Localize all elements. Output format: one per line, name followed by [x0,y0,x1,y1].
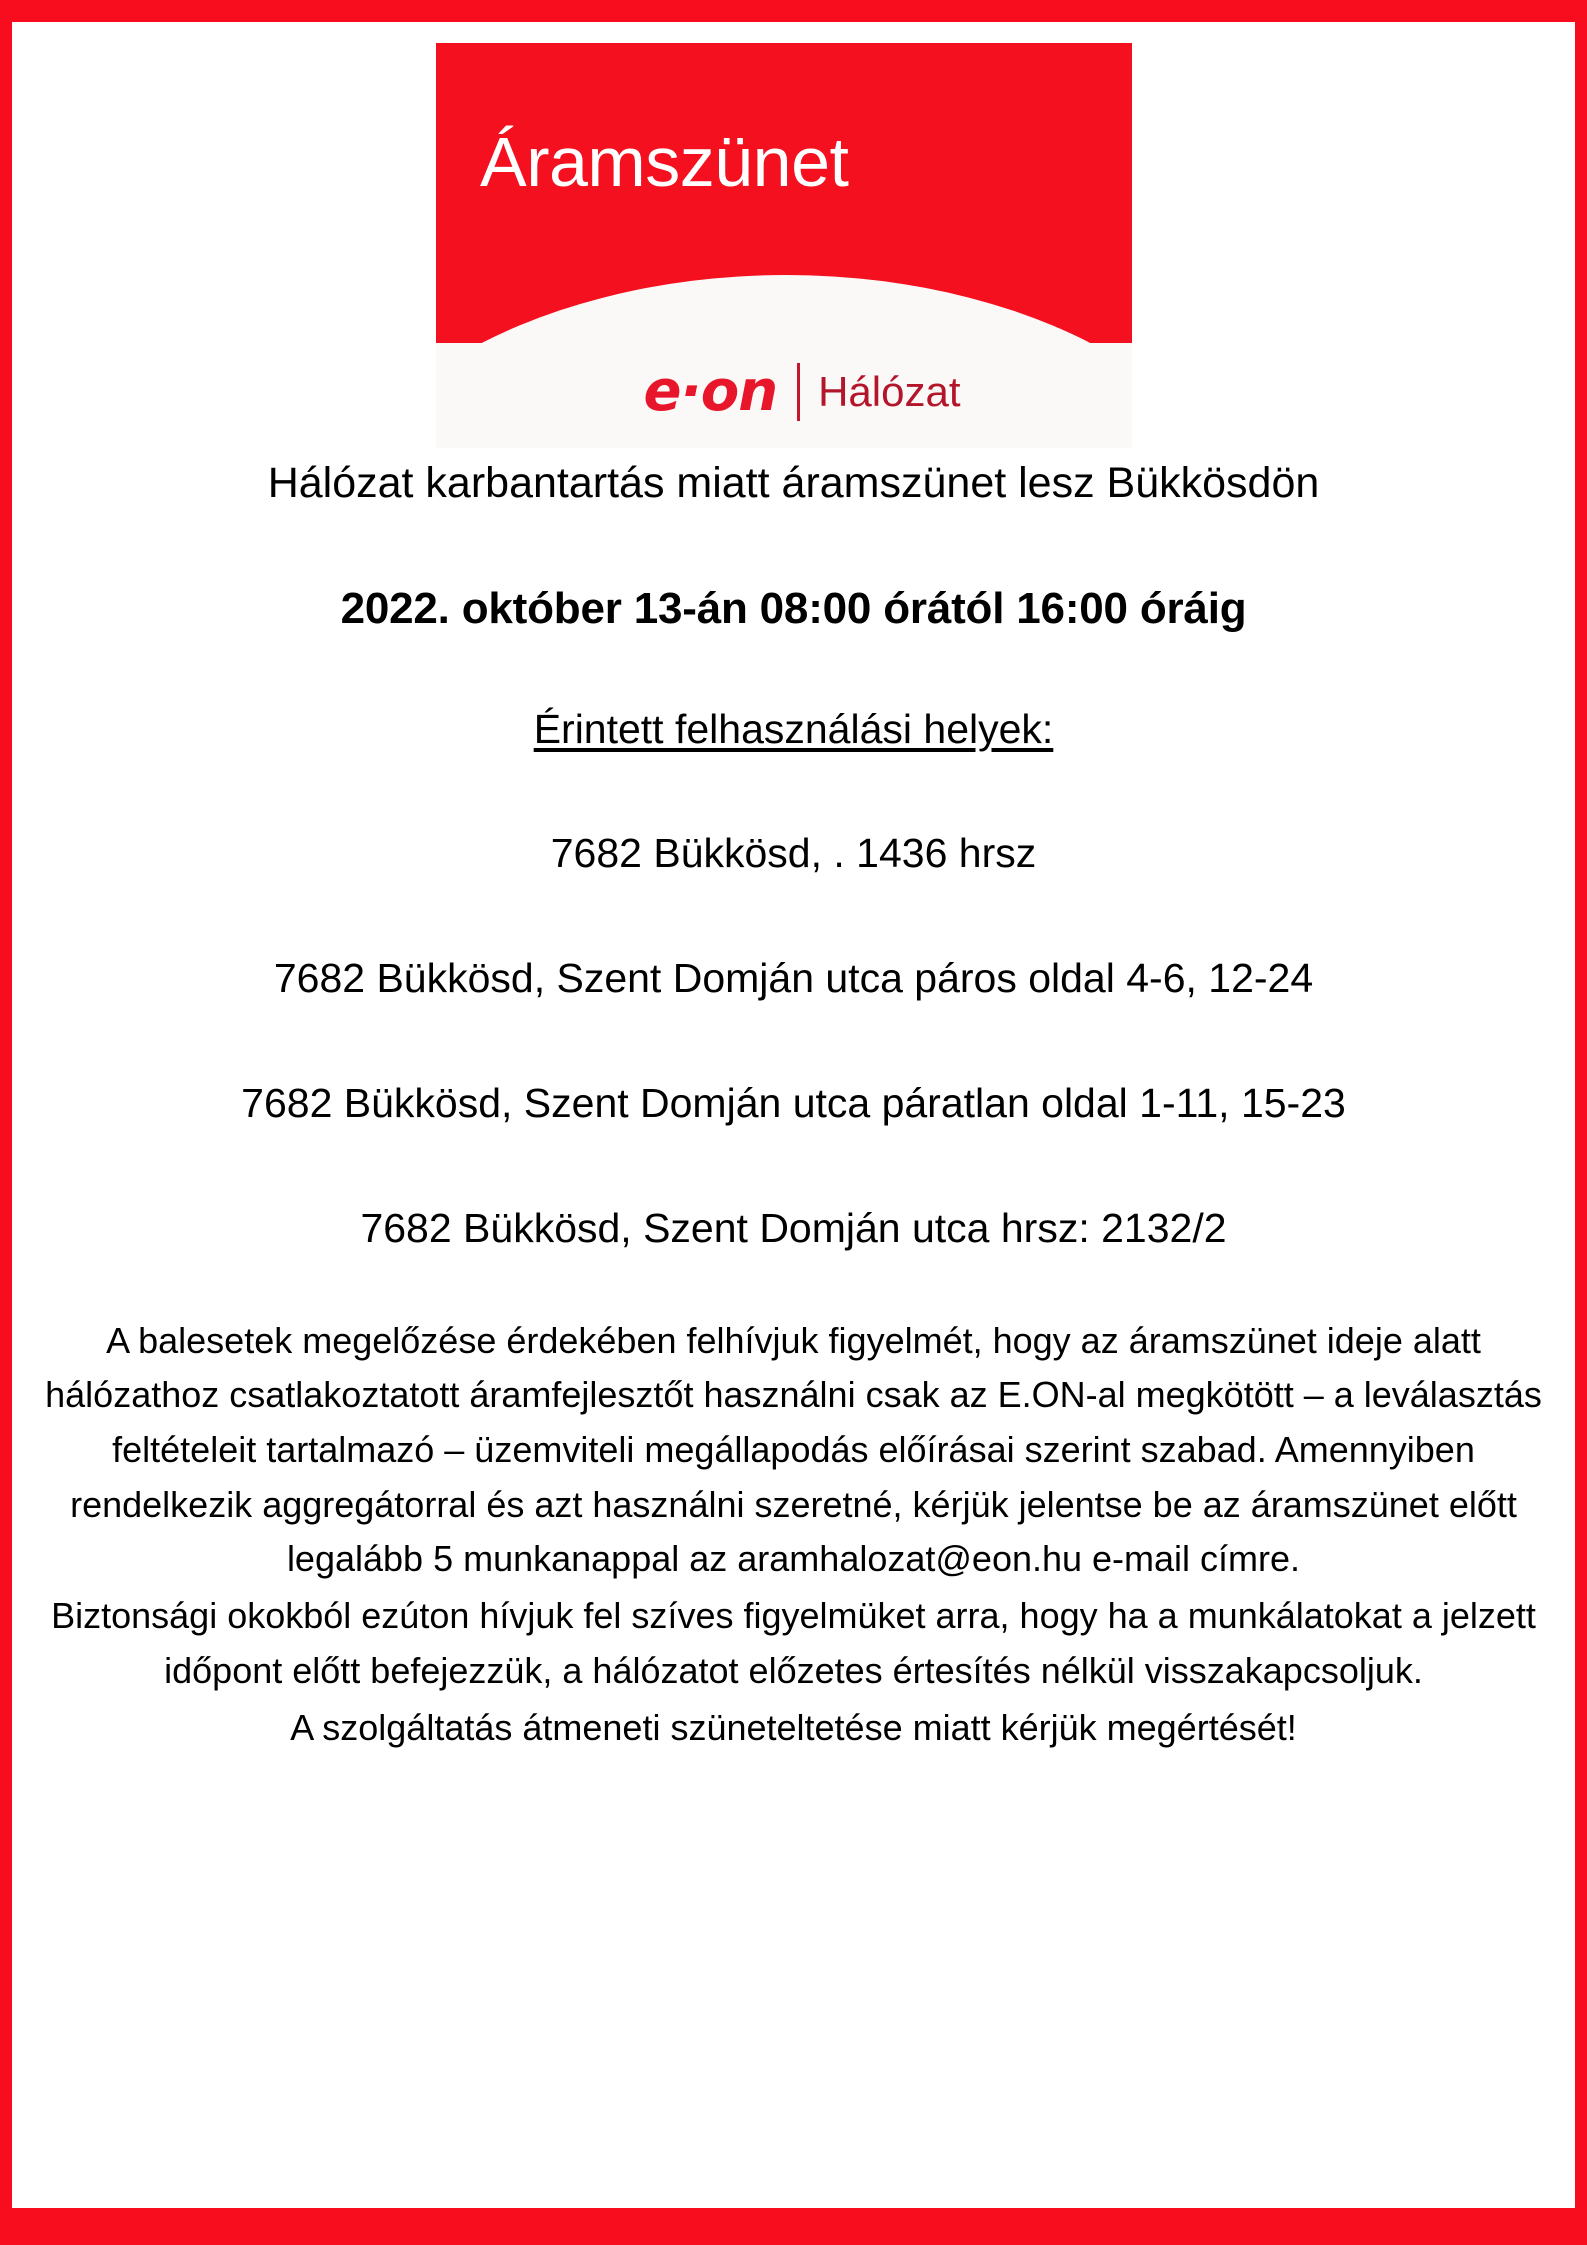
page-border-left [0,0,12,2208]
affected-locations-list [30,753,1557,1254]
header [436,43,1132,448]
list-item: 7682 Bükkösd, Szent Domján utca páratlan oldal 1-11, 15-23 [241,1080,1346,1127]
eon-logo-subtitle: Hálózat [818,367,961,415]
outage-datetime: 2022. október 13-án 08:00 órától 16:00 óráig [340,583,1247,633]
page-border-top [0,0,1587,22]
generator-notice-paragraph: A balesetek megelőzése érdekében felhívjuk figyelmét, hogy az áramszünet ideje alatt hálózathoz csatlakoztatott áramfejlesztőt használni csak az E.ON-al megkötött – a leválasztás feltételeit tartalmazó – üzemviteli megállapodás előírásai szerint szabad. Amennyiben rendelkezik aggregátorral és azt használni szeretné, kérjük jelentse be az áramszünet előtt legalább 5 munkanappal az aramhalozat@eon.hu e-mail címre. [45,1319,1542,1580]
eon-halozat-logo [643,358,961,424]
apology-paragraph: A szolgáltatás átmeneti szüneteltetése miatt kérjük megértését! [290,1706,1297,1748]
page-border-right [1575,0,1587,2208]
notice-content [30,455,1557,1755]
affected-locations-label: Érintett felhasználási helyek: [533,705,1054,752]
list-item: 7682 Bükkösd, Szent Domján utca páros oldal 4-6, 12-24 [273,954,1314,1001]
list-item: 7682 Bükkösd, Szent Domján utca hrsz: 2132/2 [360,1205,1227,1252]
banner-title: Áramszünet [480,123,849,201]
page-title: Hálózat karbantartás miatt áramszünet lesz Bükkösdön [267,459,1320,507]
safety-notice-paragraph: Biztonsági okokból ezúton hívjuk fel szíves figyelmüket arra, hogy ha a munkálatokat a jelzett időpont előtt befejezzük, a hálózatot előzetes értesítés nélkül visszakapcsoljuk. [51,1595,1536,1691]
banner-curve-decoration [436,275,1132,343]
logo-divider [797,363,800,421]
list-item: 7682 Bükkösd, . 1436 hrsz [550,829,1037,876]
logo-strip [436,343,1132,448]
red-banner [436,43,1132,343]
eon-wordmark: e·on [643,358,778,424]
page-border-bottom [0,2208,1587,2245]
